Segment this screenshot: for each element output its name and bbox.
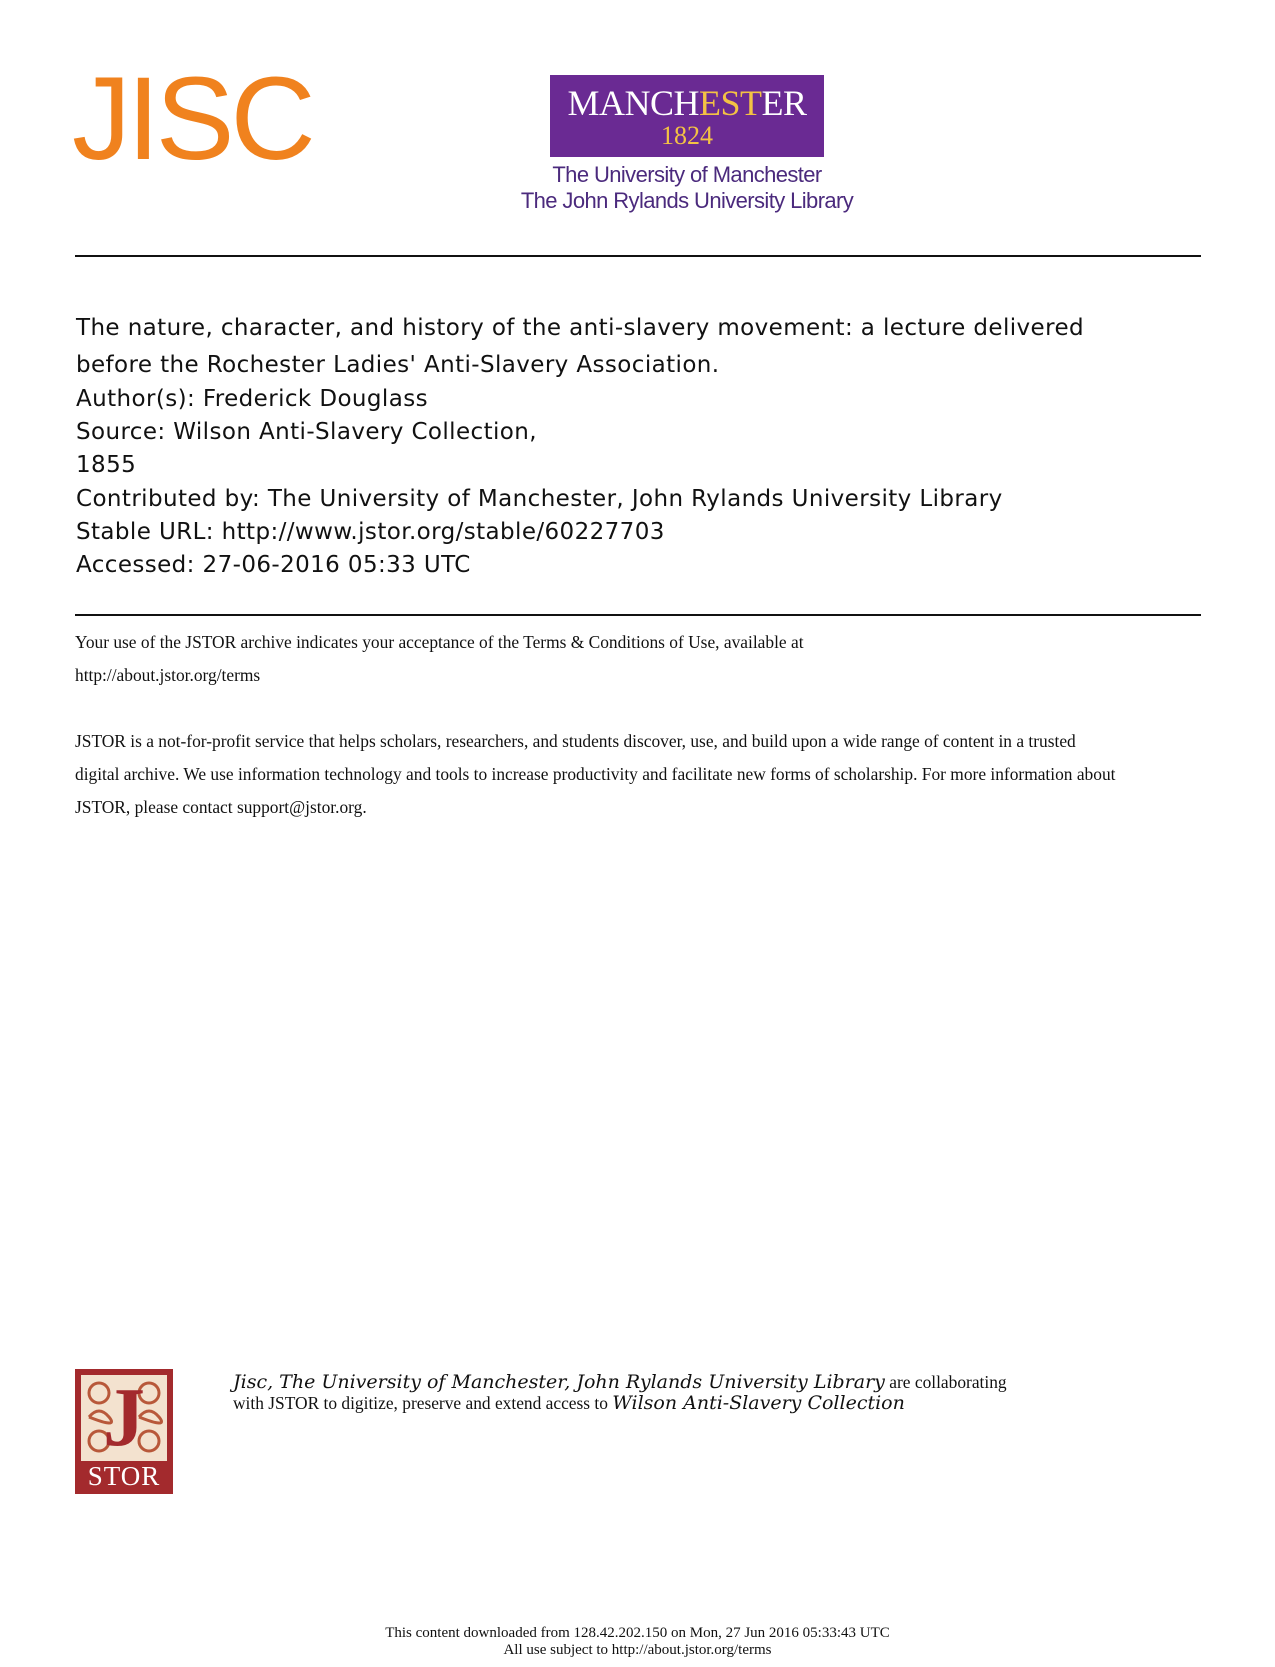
middle-divider bbox=[75, 614, 1201, 616]
jstor-logo bbox=[75, 1369, 173, 1494]
manchester-year: 1824 bbox=[661, 121, 713, 150]
jstor-j-letter: J bbox=[103, 1375, 145, 1461]
about-text-line-3: JSTOR, please contact support@jstor.org. bbox=[75, 797, 367, 817]
accessed-line: Accessed: 27-06-2016 05:33 UTC bbox=[76, 552, 471, 578]
footer-terms-link[interactable]: All use subject to http://about.jstor.org/terms bbox=[503, 1642, 772, 1658]
manchester-wordmark: MANCHESTER bbox=[567, 83, 807, 123]
manchester-subtitle-1: The University of Manchester bbox=[552, 162, 822, 187]
collaboration-text-1: are collaborating bbox=[884, 1372, 1007, 1392]
collaboration-statement bbox=[233, 1372, 1133, 1414]
document-title-line-2: before the Rochester Ladies' Anti-Slavery Association. bbox=[76, 352, 720, 378]
jstor-wordmark: STOR bbox=[87, 1461, 161, 1491]
top-divider bbox=[75, 255, 1201, 257]
terms-link[interactable]: http://about.jstor.org/terms bbox=[75, 665, 261, 685]
footer-download-info: This content downloaded from 128.42.202.150 on Mon, 27 Jun 2016 05:33:43 UTC bbox=[385, 1625, 890, 1641]
manchester-subtitle-2: The John Rylands University Library bbox=[520, 188, 854, 213]
collection-name: Wilson Anti-Slavery Collection bbox=[612, 1392, 905, 1414]
contributed-by-line: Contributed by: The University of Manchester, John Rylands University Library bbox=[76, 486, 1003, 512]
publication-year: 1855 bbox=[76, 452, 137, 478]
jstor-logo-emblem bbox=[81, 1375, 167, 1461]
terms-text-line-1: Your use of the JSTOR archive indicates your acceptance of the Terms & Conditions of Use, available at bbox=[75, 632, 804, 652]
manchester-logo bbox=[550, 75, 824, 157]
collaboration-partners: Jisc, The University of Manchester, John Rylands University Library bbox=[233, 1371, 885, 1393]
collaboration-text-2: with JSTOR to digitize, preserve and extend access to bbox=[233, 1393, 613, 1413]
document-title-line-1: The nature, character, and history of the anti-slavery movement: a lecture delivered bbox=[76, 315, 1084, 341]
author-line: Author(s): Frederick Douglass bbox=[76, 386, 428, 412]
source-line: Source: Wilson Anti-Slavery Collection, bbox=[76, 419, 537, 445]
jisc-logo: JISC bbox=[72, 53, 312, 185]
about-text-line-1: JSTOR is a not-for-profit service that helps scholars, researchers, and students discover, use, and build upon a wide range of content in a trusted bbox=[75, 731, 1076, 751]
stable-url-link[interactable]: Stable URL: http://www.jstor.org/stable/60227703 bbox=[76, 519, 665, 545]
about-text-line-2: digital archive. We use information technology and tools to increase productivity and facilitate new forms of scholarship. For more information about bbox=[75, 764, 1116, 784]
